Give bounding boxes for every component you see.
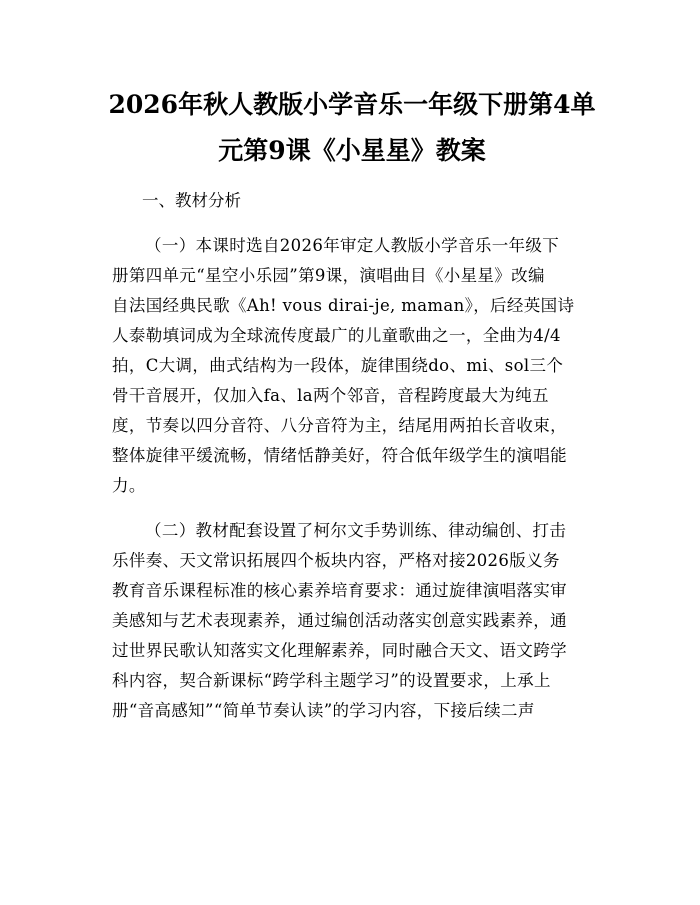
- paragraph-1-line: 拍，C大调，曲式结构为一段体，旋律围绕do、mi、sol三个: [112, 356, 564, 375]
- paragraph-2-line: （二）教材配套设置了柯尔文手势训练、律动编创、打击: [145, 521, 567, 540]
- paragraph-1-line: （一）本课时选自2026年审定人教版小学音乐一年级下: [145, 236, 560, 255]
- paragraph-2-line: 册“音高感知”“简单节奏认读”的学习内容，下接后续二声: [112, 701, 535, 720]
- paragraph-1: [112, 231, 592, 501]
- paragraph-1-line: 骨干音展开，仅加入fa、la两个邻音，音程跨度最大为纯五: [112, 386, 549, 405]
- section-heading: 一、教材分析: [142, 191, 241, 210]
- paragraph-2-line: 乐伴奏、天文常识拓展四个板块内容，严格对接2026版义务: [112, 551, 560, 570]
- paragraph-1-line: 人泰勒填词成为全球流传度最广的儿童歌曲之一，全曲为4/4: [112, 326, 561, 345]
- title-line-2: 元第9课《小星星》教案: [218, 136, 486, 165]
- paragraph-1-line: 自法国经典民歌《Ah! vous dirai-je, maman》，后经英国诗: [112, 296, 575, 315]
- paragraph-1-line: 册第四单元“星空小乐园”第9课，演唱曲目《小星星》改编: [112, 266, 545, 285]
- paragraph-2: [112, 516, 592, 726]
- title-line-1: 2026年秋人教版小学音乐一年级下册第4单: [108, 90, 596, 119]
- paragraph-2-line: 美感知与艺术表现素养，通过编创活动落实创意实践素养，通: [112, 611, 567, 630]
- paragraph-2-line: 过世界民歌认知落实文化理解素养，同时融合天文、语文跨学: [112, 641, 567, 660]
- document-title: [100, 82, 604, 174]
- paragraph-1-line: 力。: [112, 476, 146, 495]
- paragraph-1-line: 整体旋律平缓流畅，情绪恬静美好，符合低年级学生的演唱能: [112, 446, 567, 465]
- paragraph-2-line: 科内容，契合新课标“跨学科主题学习”的设置要求，上承上: [112, 671, 551, 690]
- paragraph-2-line: 教育音乐课程标准的核心素养培育要求：通过旋律演唱落实审: [112, 581, 567, 600]
- paragraph-1-line: 度，节奏以四分音符、八分音符为主，结尾用两拍长音收束，: [112, 416, 567, 435]
